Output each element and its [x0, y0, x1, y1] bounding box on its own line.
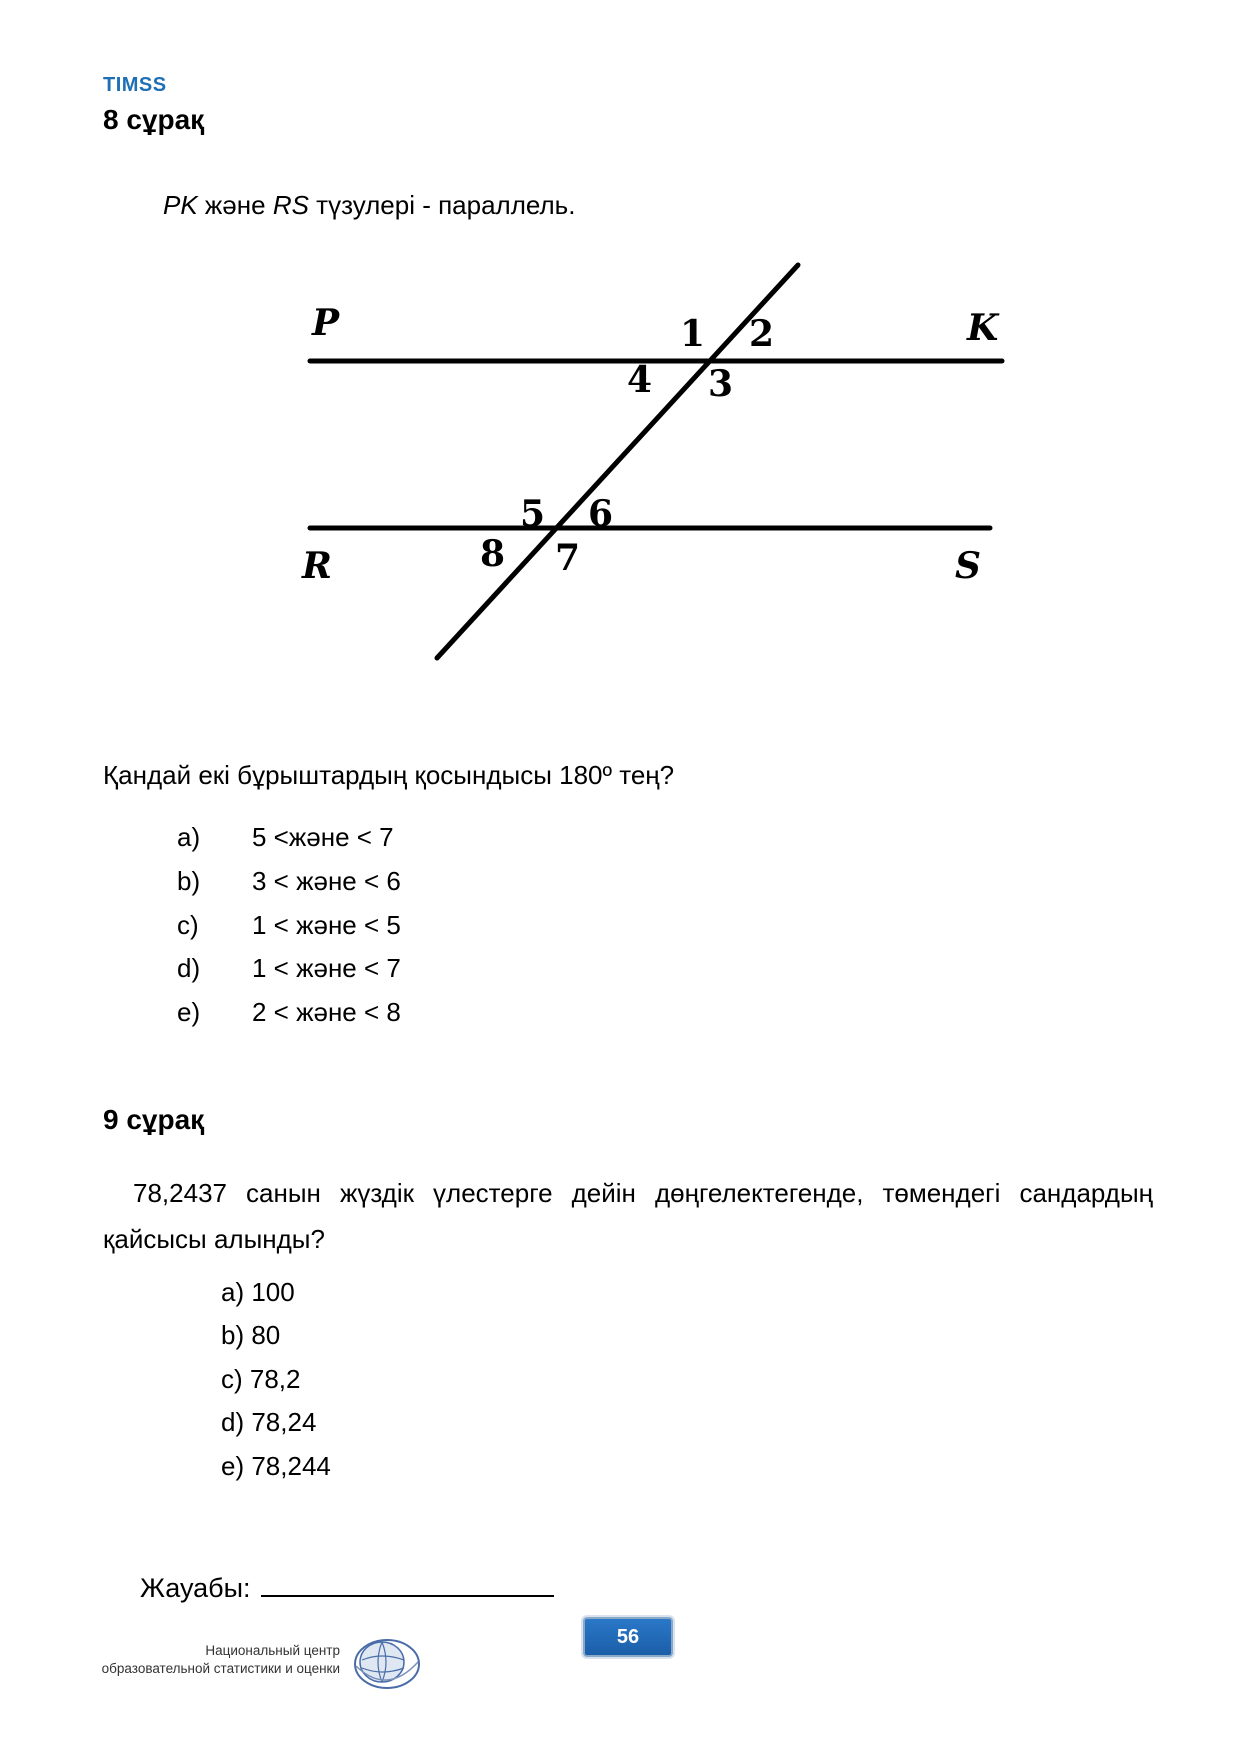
org-line-1: Национальный центр	[205, 1643, 340, 1658]
answer-blank[interactable]	[261, 1568, 554, 1597]
q8-option-c[interactable]	[177, 910, 401, 941]
option-text: 1 < және < 5	[252, 910, 401, 940]
option-letter: b)	[177, 866, 201, 896]
transversal-line	[437, 265, 798, 658]
angle-3: 3	[708, 363, 734, 405]
option-text: 1 < және < 7	[252, 953, 401, 983]
angle-6: 6	[588, 493, 614, 535]
angle-1: 1	[680, 313, 706, 355]
option-text: 3 < және < 6	[252, 866, 401, 896]
label-s: S	[955, 545, 981, 587]
q9-option-c[interactable]: c) 78,2	[221, 1364, 301, 1394]
option-text: 2 < және < 8	[252, 997, 401, 1027]
option-letter: d)	[177, 953, 201, 983]
org-name	[90, 1642, 340, 1678]
label-k: K	[967, 307, 999, 349]
header-tag: TIMSS	[103, 74, 167, 96]
question-9-title: 9 сұрақ	[103, 1104, 205, 1135]
angle-4: 4	[627, 359, 653, 401]
q8-option-b[interactable]	[177, 866, 401, 897]
option-letter: a)	[177, 822, 201, 852]
label-r: R	[302, 545, 332, 587]
answer-label: Жауабы:	[140, 1573, 251, 1603]
question-8-prompt: Қандай екі бұрыштардың қосындысы 180º тең?	[103, 760, 675, 790]
line-pk-label: PK	[163, 190, 198, 220]
angle-8: 8	[480, 533, 506, 575]
line-rs-label: RS	[272, 190, 309, 220]
option-letter: c)	[177, 910, 199, 940]
q8-option-d[interactable]	[177, 953, 401, 984]
option-letter: e)	[177, 997, 201, 1027]
question-8-title: 8 сұрақ	[103, 104, 205, 135]
org-line-2: образовательной статистики и оценки	[101, 1661, 340, 1676]
org-globe-logo-icon	[352, 1636, 422, 1692]
label-p: P	[312, 302, 340, 344]
option-text: 5 <және < 7	[252, 822, 394, 852]
parallel-lines-figure	[0, 0, 1241, 700]
question-9-prompt: 78,2437 санын жүздік үлестерге дейін дөңгелектегенде, төмендегі сандардың қайсысы алынды?	[103, 1178, 1153, 1254]
q9-option-b[interactable]: b) 80	[221, 1320, 281, 1350]
angle-2: 2	[749, 313, 775, 355]
q8-option-e[interactable]	[177, 997, 401, 1028]
answer-line[interactable]	[140, 1568, 554, 1604]
q8-option-a[interactable]	[177, 822, 394, 853]
page-number-badge: 56	[583, 1617, 673, 1657]
intro-tail: түзулері - параллель.	[308, 190, 576, 220]
intro-mid: және	[197, 190, 273, 220]
q9-option-e[interactable]: e) 78,244	[221, 1451, 331, 1481]
angle-7: 7	[555, 537, 581, 579]
q9-option-a[interactable]: a) 100	[221, 1277, 295, 1307]
angle-5: 5	[520, 493, 546, 535]
q9-option-d[interactable]: d) 78,24	[221, 1407, 317, 1437]
